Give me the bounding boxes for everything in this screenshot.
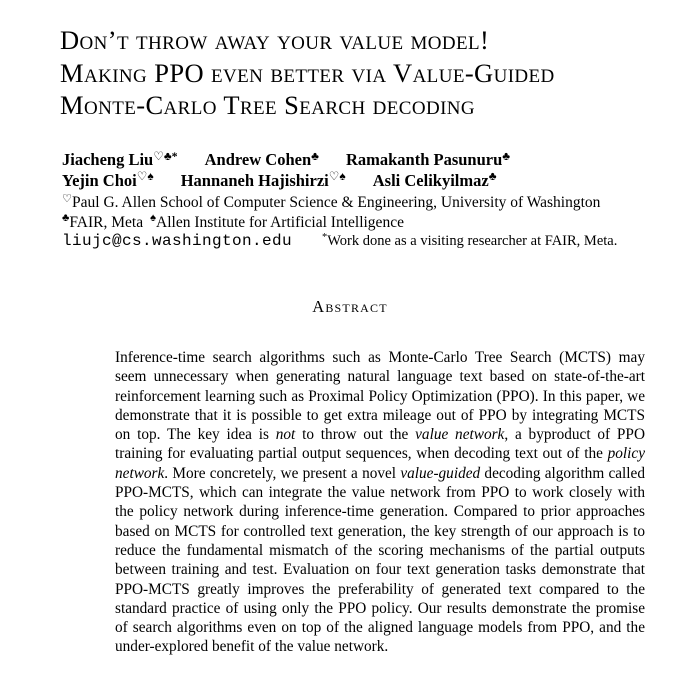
contact-line — [62, 231, 617, 251]
affiliation-text: FAIR, Meta — [69, 213, 144, 231]
author-affil-marks: ♣ — [311, 148, 319, 163]
author-yejin-choi — [62, 171, 154, 192]
author-name: Asli Celikyilmaz — [372, 170, 489, 190]
author-affil-marks: ♣ — [502, 148, 511, 163]
heart-suit-icon: ♡ — [62, 192, 73, 205]
club-suit-icon: ♣ — [62, 212, 70, 225]
abstract-body: Inference-time search algorithms such as Monte-Carlo Tree Search (MCTS) may seem unnecessary when generating natural language text based on state-of-the-art reinforcement learning such as Proximal Policy Optimization (PPO). In this paper, we demonstrate that it is possible to get extra mileage out of PPO by integrating MCTS on top. The key idea is not to throw out the value network, a byproduct of PPO training for evaluating partial output sequences, when decoding text out of the policy network. More concretely, we present a novel value-guided decoding algorithm called PPO-MCTS, which can integrate the value network from PPO to work closely with the policy network during inference-time generation. Compared to prior approaches based on MCTS for controlled text generation, the key strength of our approach is to reduce the fundamental mismatch of the scoring mechanisms of the partial outputs between training and test. Evaluation on four text generation tasks demonstrate that PPO-MCTS greatly improves the preferability of generated text compared to the standard practice of using only the PPO policy. Our results demonstrate the promise of search algorithms even on top of the aligned language models from PPO, and the under-explored benefit of the value network. — [115, 349, 645, 656]
author-hannaneh-hajishirzi — [181, 171, 346, 192]
paper-title — [60, 24, 555, 122]
author-affil-marks: ♡♠ — [136, 169, 154, 184]
affiliation-block — [62, 193, 600, 232]
title-line-2: Making PPO even better via Value-Guided — [60, 57, 555, 88]
author-row-1 — [62, 150, 510, 171]
affiliation-text: Paul G. Allen School of Computer Science & Engineering, University of Washington — [72, 194, 601, 211]
affiliation-fair-meta — [62, 214, 143, 231]
email-text: liujc@cs.washington.edu — [62, 232, 293, 250]
footnote-text: Work done as a visiting researcher at FAIR, Meta. — [327, 233, 618, 249]
affiliation-line-2 — [62, 213, 600, 233]
author-jiacheng-liu — [62, 150, 178, 171]
author-name: Ramakanth Pasunuru — [345, 150, 503, 169]
author-andrew-cohen — [205, 150, 319, 171]
author-affil-marks: ♡♠ — [328, 169, 346, 184]
author-block — [62, 150, 510, 191]
author-name: Yejin Choi — [62, 170, 137, 190]
spade-suit-icon: ♠ — [150, 212, 157, 225]
abstract-heading: Abstract — [312, 297, 388, 316]
author-name: Hannaneh Hajishirzi — [180, 170, 329, 190]
author-asli-celikyilmaz — [373, 171, 497, 192]
affiliation-text: Allen Institute for Artificial Intelligence — [156, 213, 404, 231]
affiliation-ai2 — [150, 214, 404, 231]
author-row-2 — [62, 171, 510, 192]
author-name: Andrew Cohen — [204, 150, 312, 169]
footnote-visiting-researcher — [322, 233, 617, 249]
title-line-1: Don’t throw away your value model! — [60, 25, 490, 55]
author-affil-marks: ♣ — [488, 169, 497, 184]
affiliation-line-1 — [62, 193, 600, 213]
asterisk-mark: * — [322, 232, 328, 244]
title-line-3: Monte-Carlo Tree Search decoding — [60, 90, 476, 120]
author-ramakanth-pasunuru — [346, 150, 510, 171]
author-name: Jiacheng Liu — [62, 150, 154, 169]
author-affil-marks: ♡♣* — [153, 148, 178, 163]
